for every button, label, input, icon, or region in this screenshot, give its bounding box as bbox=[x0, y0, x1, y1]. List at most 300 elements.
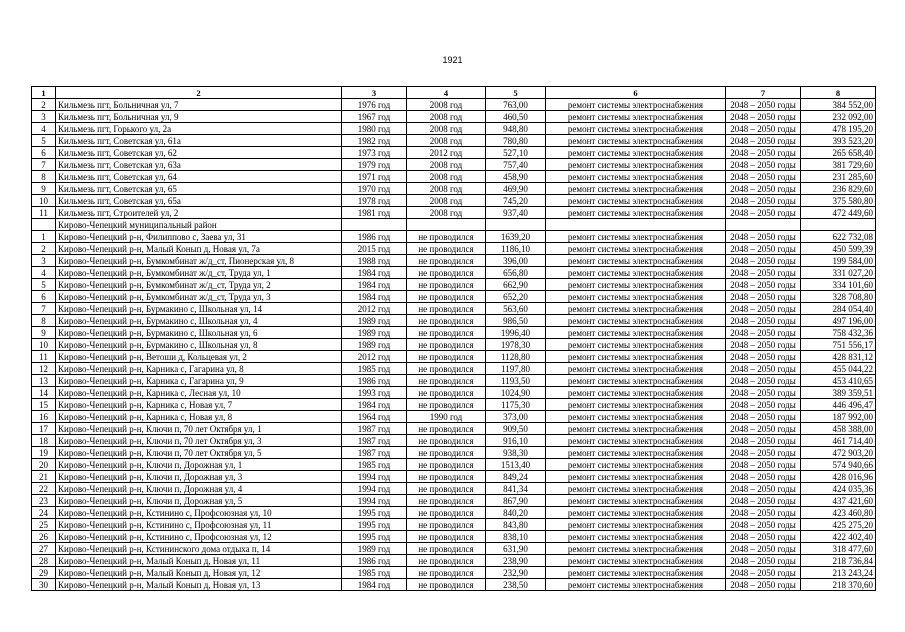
area-cell: 938,30 bbox=[486, 447, 546, 459]
cost-cell: 437 421,60 bbox=[801, 495, 876, 507]
construction-year-cell: 1989 год bbox=[342, 543, 407, 555]
last-repair-year-cell: не проводился bbox=[407, 243, 486, 255]
work-type-cell: ремонт системы электроснабжения bbox=[546, 195, 726, 207]
area-cell: 867,90 bbox=[486, 495, 546, 507]
cost-cell: 284 054,40 bbox=[801, 303, 876, 315]
last-repair-year-cell: не проводился bbox=[407, 279, 486, 291]
cost-cell: 187 992,00 bbox=[801, 411, 876, 423]
construction-year-cell: 1984 год bbox=[342, 399, 407, 411]
last-repair-year-cell: не проводился bbox=[407, 483, 486, 495]
work-type-cell: ремонт системы электроснабжения bbox=[546, 459, 726, 471]
cost-cell: 622 732,08 bbox=[801, 231, 876, 243]
column-number: 5 bbox=[486, 87, 546, 99]
row-number-cell: 4 bbox=[32, 267, 56, 279]
work-type-cell: ремонт системы электроснабжения bbox=[546, 507, 726, 519]
construction-year-cell: 1971 год bbox=[342, 171, 407, 183]
construction-year-cell: 1986 год bbox=[342, 231, 407, 243]
address-cell: Кирово-Чепецкий р-н, Ключи п, 70 лет Октября ул, 5 bbox=[56, 447, 342, 459]
table-row bbox=[32, 387, 876, 399]
row-number-cell: 1 bbox=[32, 231, 56, 243]
table-row bbox=[32, 255, 876, 267]
repair-period-cell: 2048 – 2050 годы bbox=[726, 99, 801, 111]
address-cell: Кирово-Чепецкий р-н, Кстинино с, Профсоюзная ул, 12 bbox=[56, 531, 342, 543]
repair-period-cell: 2048 – 2050 годы bbox=[726, 507, 801, 519]
repair-period-cell: 2048 – 2050 годы bbox=[726, 279, 801, 291]
table-row bbox=[32, 423, 876, 435]
work-type-cell: ремонт системы электроснабжения bbox=[546, 267, 726, 279]
repair-period-cell: 2048 – 2050 годы bbox=[726, 531, 801, 543]
construction-year-cell: 1989 год bbox=[342, 315, 407, 327]
construction-year-cell: 1984 год bbox=[342, 579, 407, 591]
last-repair-year-cell: не проводился bbox=[407, 267, 486, 279]
area-cell: 763,00 bbox=[486, 99, 546, 111]
construction-year-cell: 1979 год bbox=[342, 159, 407, 171]
table-row bbox=[32, 399, 876, 411]
repair-period-cell: 2048 – 2050 годы bbox=[726, 471, 801, 483]
table-row bbox=[32, 555, 876, 567]
table-row bbox=[32, 471, 876, 483]
work-type-cell: ремонт системы электроснабжения bbox=[546, 423, 726, 435]
address-cell: Кильмезь пгт, Больничная ул, 7 bbox=[56, 99, 342, 111]
area-cell: 1639,20 bbox=[486, 231, 546, 243]
row-number-cell: 8 bbox=[32, 315, 56, 327]
address-cell: Кирово-Чепецкий р-н, Бурмакино с, Школьная ул, 4 bbox=[56, 315, 342, 327]
table-row bbox=[32, 507, 876, 519]
work-type-cell: ремонт системы электроснабжения bbox=[546, 435, 726, 447]
repair-period-cell: 2048 – 2050 годы bbox=[726, 339, 801, 351]
cost-cell: 213 243,24 bbox=[801, 567, 876, 579]
last-repair-year-cell: 2008 год bbox=[407, 135, 486, 147]
construction-year-cell: 1995 год bbox=[342, 519, 407, 531]
last-repair-year-cell: 2008 год bbox=[407, 159, 486, 171]
repair-period-cell: 2048 – 2050 годы bbox=[726, 267, 801, 279]
cost-cell: 375 580,80 bbox=[801, 195, 876, 207]
section-title: Кирово-Чепецкий муниципальный район bbox=[56, 219, 342, 231]
construction-year-cell: 2012 год bbox=[342, 351, 407, 363]
address-cell: Кирово-Чепецкий р-н, Карника с, Гагарина ул, 8 bbox=[56, 363, 342, 375]
address-cell: Кирово-Чепецкий р-н, Карника с, Новая ул, 8 bbox=[56, 411, 342, 423]
table-row bbox=[32, 231, 876, 243]
cost-cell: 751 556,17 bbox=[801, 339, 876, 351]
repair-period-cell: 2048 – 2050 годы bbox=[726, 207, 801, 219]
row-number-cell: 16 bbox=[32, 411, 56, 423]
last-repair-year-cell: не проводился bbox=[407, 519, 486, 531]
area-cell: 652,20 bbox=[486, 291, 546, 303]
row-number-cell: 26 bbox=[32, 531, 56, 543]
work-type-cell: ремонт системы электроснабжения bbox=[546, 567, 726, 579]
cost-cell: 393 523,20 bbox=[801, 135, 876, 147]
construction-year-cell: 1984 год bbox=[342, 279, 407, 291]
work-type-cell: ремонт системы электроснабжения bbox=[546, 543, 726, 555]
cost-cell: 450 599,39 bbox=[801, 243, 876, 255]
row-number-cell: 2 bbox=[32, 99, 56, 111]
construction-year-cell: 1973 год bbox=[342, 147, 407, 159]
cost-cell: 381 729,60 bbox=[801, 159, 876, 171]
last-repair-year-cell: не проводился bbox=[407, 555, 486, 567]
repair-period-cell: 2048 – 2050 годы bbox=[726, 159, 801, 171]
work-type-cell: ремонт системы электроснабжения bbox=[546, 495, 726, 507]
column-number-row bbox=[32, 87, 876, 99]
address-cell: Кирово-Чепецкий р-н, Бурмакино с, Школьная ул, 8 bbox=[56, 339, 342, 351]
last-repair-year-cell: не проводился bbox=[407, 387, 486, 399]
cost-cell: 218 736,84 bbox=[801, 555, 876, 567]
construction-year-cell: 1978 год bbox=[342, 195, 407, 207]
construction-year-cell: 1984 год bbox=[342, 267, 407, 279]
row-number-cell: 7 bbox=[32, 159, 56, 171]
row-number-cell: 13 bbox=[32, 375, 56, 387]
work-type-cell: ремонт системы электроснабжения bbox=[546, 111, 726, 123]
section-row bbox=[32, 219, 876, 231]
address-cell: Кирово-Чепецкий р-н, Малый Конып д, Новая ул, 11 bbox=[56, 555, 342, 567]
table-row bbox=[32, 243, 876, 255]
repair-period-cell: 2048 – 2050 годы bbox=[726, 459, 801, 471]
row-number-cell: 10 bbox=[32, 339, 56, 351]
table-row bbox=[32, 363, 876, 375]
work-type-cell: ремонт системы электроснабжения bbox=[546, 207, 726, 219]
construction-year-cell: 1989 год bbox=[342, 327, 407, 339]
area-cell: 757,40 bbox=[486, 159, 546, 171]
work-type-cell: ремонт системы электроснабжения bbox=[546, 351, 726, 363]
area-cell: 238,90 bbox=[486, 555, 546, 567]
cost-cell: 446 496,47 bbox=[801, 399, 876, 411]
repair-period-cell: 2048 – 2050 годы bbox=[726, 123, 801, 135]
last-repair-year-cell: не проводился bbox=[407, 327, 486, 339]
area-cell: 238,50 bbox=[486, 579, 546, 591]
row-number-cell: 11 bbox=[32, 207, 56, 219]
repair-period-cell: 2048 – 2050 годы bbox=[726, 483, 801, 495]
last-repair-year-cell: не проводился bbox=[407, 447, 486, 459]
row-number-cell: 3 bbox=[32, 255, 56, 267]
table-row bbox=[32, 411, 876, 423]
row-number-cell: 30 bbox=[32, 579, 56, 591]
row-number-cell: 5 bbox=[32, 135, 56, 147]
construction-year-cell: 1987 год bbox=[342, 435, 407, 447]
area-cell: 1978,30 bbox=[486, 339, 546, 351]
area-cell: 458,90 bbox=[486, 171, 546, 183]
area-cell: 232,90 bbox=[486, 567, 546, 579]
area-cell: 780,80 bbox=[486, 135, 546, 147]
last-repair-year-cell: не проводился bbox=[407, 567, 486, 579]
work-type-cell: ремонт системы электроснабжения bbox=[546, 99, 726, 111]
column-number: 1 bbox=[32, 87, 56, 99]
address-cell: Кирово-Чепецкий р-н, Бумкомбинат ж/д_ст, Пионерская ул, 8 bbox=[56, 255, 342, 267]
address-cell: Кильмезь пгт, Горького ул, 2а bbox=[56, 123, 342, 135]
repair-period-cell: 2048 – 2050 годы bbox=[726, 147, 801, 159]
cost-cell: 472 449,60 bbox=[801, 207, 876, 219]
work-type-cell: ремонт системы электроснабжения bbox=[546, 399, 726, 411]
column-number: 7 bbox=[726, 87, 801, 99]
row-number-cell: 10 bbox=[32, 195, 56, 207]
work-type-cell: ремонт системы электроснабжения bbox=[546, 471, 726, 483]
construction-year-cell: 1985 год bbox=[342, 459, 407, 471]
cost-cell: 423 460,80 bbox=[801, 507, 876, 519]
work-type-cell: ремонт системы электроснабжения bbox=[546, 243, 726, 255]
last-repair-year-cell: не проводился bbox=[407, 351, 486, 363]
area-cell: 460,50 bbox=[486, 111, 546, 123]
construction-year-cell: 1994 год bbox=[342, 495, 407, 507]
row-number-cell: 6 bbox=[32, 291, 56, 303]
last-repair-year-cell: не проводился bbox=[407, 579, 486, 591]
address-cell: Кильмезь пгт, Больничная ул, 9 bbox=[56, 111, 342, 123]
cost-cell: 236 829,60 bbox=[801, 183, 876, 195]
address-cell: Кирово-Чепецкий р-н, Бумкомбинат ж/д_ст, Труда ул, 2 bbox=[56, 279, 342, 291]
work-type-cell: ремонт системы электроснабжения bbox=[546, 555, 726, 567]
construction-year-cell: 1994 год bbox=[342, 483, 407, 495]
address-cell: Кирово-Чепецкий р-н, Кстинино с, Профсоюзная ул, 10 bbox=[56, 507, 342, 519]
last-repair-year-cell: не проводился bbox=[407, 231, 486, 243]
repair-period-cell: 2048 – 2050 годы bbox=[726, 291, 801, 303]
construction-year-cell: 1986 год bbox=[342, 555, 407, 567]
table-row bbox=[32, 339, 876, 351]
repair-period-cell: 2048 – 2050 годы bbox=[726, 111, 801, 123]
construction-year-cell: 1976 год bbox=[342, 99, 407, 111]
last-repair-year-cell: не проводился bbox=[407, 495, 486, 507]
construction-year-cell: 2012 год bbox=[342, 303, 407, 315]
cost-cell: 218 370,60 bbox=[801, 579, 876, 591]
row-number-cell: 2 bbox=[32, 243, 56, 255]
area-cell: 1175,30 bbox=[486, 399, 546, 411]
last-repair-year-cell: 2008 год bbox=[407, 123, 486, 135]
row-number-cell: 18 bbox=[32, 435, 56, 447]
table-row bbox=[32, 303, 876, 315]
last-repair-year-cell: 2008 год bbox=[407, 207, 486, 219]
area-cell: 1193,50 bbox=[486, 375, 546, 387]
work-type-cell: ремонт системы электроснабжения bbox=[546, 447, 726, 459]
repair-period-cell: 2048 – 2050 годы bbox=[726, 567, 801, 579]
cost-cell: 428 831,12 bbox=[801, 351, 876, 363]
cost-cell: 331 027,20 bbox=[801, 267, 876, 279]
address-cell: Кирово-Чепецкий р-н, Карника с, Новая ул, 7 bbox=[56, 399, 342, 411]
work-type-cell: ремонт системы электроснабжения bbox=[546, 339, 726, 351]
address-cell: Кильмезь пгт, Советская ул, 62 bbox=[56, 147, 342, 159]
construction-year-cell: 1986 год bbox=[342, 375, 407, 387]
cost-cell: 231 285,60 bbox=[801, 171, 876, 183]
work-type-cell: ремонт системы электроснабжения bbox=[546, 411, 726, 423]
construction-year-cell: 1984 год bbox=[342, 291, 407, 303]
cost-cell: 455 044,22 bbox=[801, 363, 876, 375]
construction-year-cell: 1982 год bbox=[342, 135, 407, 147]
area-cell: 1186,10 bbox=[486, 243, 546, 255]
cost-cell: 232 092,00 bbox=[801, 111, 876, 123]
table-row bbox=[32, 183, 876, 195]
repair-period-cell: 2048 – 2050 годы bbox=[726, 327, 801, 339]
cost-cell: 334 101,60 bbox=[801, 279, 876, 291]
repair-period-cell: 2048 – 2050 годы bbox=[726, 231, 801, 243]
last-repair-year-cell: не проводился bbox=[407, 435, 486, 447]
last-repair-year-cell: не проводился bbox=[407, 399, 486, 411]
construction-year-cell: 1980 год bbox=[342, 123, 407, 135]
area-cell: 841,34 bbox=[486, 483, 546, 495]
construction-year-cell: 1964 год bbox=[342, 411, 407, 423]
address-cell: Кильмезь пгт, Советская ул, 61а bbox=[56, 135, 342, 147]
row-number-cell: 22 bbox=[32, 483, 56, 495]
row-number-cell: 5 bbox=[32, 279, 56, 291]
row-number-cell: 15 bbox=[32, 399, 56, 411]
table-row bbox=[32, 327, 876, 339]
construction-year-cell: 2015 год bbox=[342, 243, 407, 255]
table-row bbox=[32, 435, 876, 447]
repair-period-cell: 2048 – 2050 годы bbox=[726, 195, 801, 207]
last-repair-year-cell: не проводился bbox=[407, 291, 486, 303]
area-cell: 469,90 bbox=[486, 183, 546, 195]
area-cell: 662,90 bbox=[486, 279, 546, 291]
address-cell: Кирово-Чепецкий р-н, Бурмакино с, Школьная ул, 6 bbox=[56, 327, 342, 339]
area-cell: 563,60 bbox=[486, 303, 546, 315]
cost-cell: 384 552,00 bbox=[801, 99, 876, 111]
work-type-cell: ремонт системы электроснабжения bbox=[546, 315, 726, 327]
construction-year-cell: 1994 год bbox=[342, 471, 407, 483]
row-number-cell: 27 bbox=[32, 543, 56, 555]
area-cell: 1513,40 bbox=[486, 459, 546, 471]
repair-period-cell: 2048 – 2050 годы bbox=[726, 243, 801, 255]
address-cell: Кирово-Чепецкий р-н, Ключи п, 70 лет Октября ул, 3 bbox=[56, 435, 342, 447]
last-repair-year-cell: не проводился bbox=[407, 363, 486, 375]
area-cell: 1197,80 bbox=[486, 363, 546, 375]
repair-period-cell: 2048 – 2050 годы bbox=[726, 315, 801, 327]
area-cell: 1996,40 bbox=[486, 327, 546, 339]
table-row bbox=[32, 159, 876, 171]
empty-cell bbox=[486, 219, 546, 231]
row-number-cell: 17 bbox=[32, 423, 56, 435]
table-row bbox=[32, 195, 876, 207]
table-row bbox=[32, 279, 876, 291]
construction-year-cell: 1985 год bbox=[342, 363, 407, 375]
table-row bbox=[32, 579, 876, 591]
last-repair-year-cell: 1990 год bbox=[407, 411, 486, 423]
last-repair-year-cell: 2008 год bbox=[407, 171, 486, 183]
cost-cell: 199 584,00 bbox=[801, 255, 876, 267]
repair-period-cell: 2048 – 2050 годы bbox=[726, 255, 801, 267]
address-cell: Кильмезь пгт, Советская ул, 63а bbox=[56, 159, 342, 171]
page-number: 1921 bbox=[442, 55, 463, 65]
table-row bbox=[32, 519, 876, 531]
repair-period-cell: 2048 – 2050 годы bbox=[726, 351, 801, 363]
row-number-cell: 19 bbox=[32, 447, 56, 459]
area-cell: 631,90 bbox=[486, 543, 546, 555]
row-number-cell: 14 bbox=[32, 387, 56, 399]
row-number-cell: 6 bbox=[32, 147, 56, 159]
construction-year-cell: 1970 год bbox=[342, 183, 407, 195]
work-type-cell: ремонт системы электроснабжения bbox=[546, 375, 726, 387]
repair-period-cell: 2048 – 2050 годы bbox=[726, 375, 801, 387]
empty-cell bbox=[342, 219, 407, 231]
cost-cell: 478 195,20 bbox=[801, 123, 876, 135]
address-cell: Кирово-Чепецкий р-н, Ключи п, Дорожная ул, 1 bbox=[56, 459, 342, 471]
cost-cell: 453 410,65 bbox=[801, 375, 876, 387]
construction-year-cell: 1987 год bbox=[342, 423, 407, 435]
table-row bbox=[32, 99, 876, 111]
work-type-cell: ремонт системы электроснабжения bbox=[546, 183, 726, 195]
work-type-cell: ремонт системы электроснабжения bbox=[546, 255, 726, 267]
address-cell: Кильмезь пгт, Советская ул, 64 bbox=[56, 171, 342, 183]
last-repair-year-cell: 2008 год bbox=[407, 99, 486, 111]
last-repair-year-cell: не проводился bbox=[407, 339, 486, 351]
area-cell: 986,50 bbox=[486, 315, 546, 327]
cost-cell: 758 432,36 bbox=[801, 327, 876, 339]
address-cell: Кирово-Чепецкий р-н, Ключи п, Дорожная ул, 5 bbox=[56, 495, 342, 507]
construction-year-cell: 1981 год bbox=[342, 207, 407, 219]
table-row bbox=[32, 483, 876, 495]
table-row bbox=[32, 447, 876, 459]
cost-cell: 389 359,51 bbox=[801, 387, 876, 399]
column-number: 6 bbox=[546, 87, 726, 99]
cost-cell: 425 275,20 bbox=[801, 519, 876, 531]
address-cell: Кирово-Чепецкий р-н, Ключи п, Дорожная ул, 3 bbox=[56, 471, 342, 483]
cost-cell: 428 016,96 bbox=[801, 471, 876, 483]
row-number-cell: 9 bbox=[32, 327, 56, 339]
address-cell: Кирово-Чепецкий р-н, Бурмакино с, Школьная ул, 14 bbox=[56, 303, 342, 315]
row-number-cell: 28 bbox=[32, 555, 56, 567]
construction-year-cell: 1967 год bbox=[342, 111, 407, 123]
area-cell: 849,24 bbox=[486, 471, 546, 483]
table-row bbox=[32, 567, 876, 579]
work-type-cell: ремонт системы электроснабжения bbox=[546, 159, 726, 171]
work-type-cell: ремонт системы электроснабжения bbox=[546, 531, 726, 543]
table-row bbox=[32, 375, 876, 387]
area-cell: 838,10 bbox=[486, 531, 546, 543]
address-cell: Кирово-Чепецкий р-н, Малый Конып д, Новая ул, 13 bbox=[56, 579, 342, 591]
empty-cell bbox=[32, 219, 56, 231]
table-row bbox=[32, 123, 876, 135]
area-cell: 840,20 bbox=[486, 507, 546, 519]
repair-period-cell: 2048 – 2050 годы bbox=[726, 543, 801, 555]
address-cell: Кирово-Чепецкий р-н, Ключи п, 70 лет Октября ул, 1 bbox=[56, 423, 342, 435]
repair-period-cell: 2048 – 2050 годы bbox=[726, 411, 801, 423]
area-cell: 527,10 bbox=[486, 147, 546, 159]
area-cell: 373,00 bbox=[486, 411, 546, 423]
address-cell: Кирово-Чепецкий р-н, Ветоши д, Кольцевая ул, 2 bbox=[56, 351, 342, 363]
row-number-cell: 29 bbox=[32, 567, 56, 579]
cost-cell: 318 477,60 bbox=[801, 543, 876, 555]
table-row bbox=[32, 147, 876, 159]
table-row bbox=[32, 459, 876, 471]
column-number: 8 bbox=[801, 87, 876, 99]
area-cell: 1024,90 bbox=[486, 387, 546, 399]
last-repair-year-cell: не проводился bbox=[407, 303, 486, 315]
table-row bbox=[32, 543, 876, 555]
column-number: 2 bbox=[56, 87, 342, 99]
construction-year-cell: 1985 год bbox=[342, 567, 407, 579]
construction-year-cell: 1988 год bbox=[342, 255, 407, 267]
address-cell: Кирово-Чепецкий р-н, Бумкомбинат ж/д_ст, Труда ул, 3 bbox=[56, 291, 342, 303]
area-cell: 745,20 bbox=[486, 195, 546, 207]
housing-repair-table bbox=[31, 86, 876, 591]
work-type-cell: ремонт системы электроснабжения bbox=[546, 519, 726, 531]
last-repair-year-cell: не проводился bbox=[407, 315, 486, 327]
work-type-cell: ремонт системы электроснабжения bbox=[546, 147, 726, 159]
repair-period-cell: 2048 – 2050 годы bbox=[726, 555, 801, 567]
construction-year-cell: 1995 год bbox=[342, 507, 407, 519]
cost-cell: 422 402,40 bbox=[801, 531, 876, 543]
last-repair-year-cell: 2008 год bbox=[407, 195, 486, 207]
table-row bbox=[32, 171, 876, 183]
table-row bbox=[32, 267, 876, 279]
repair-period-cell: 2048 – 2050 годы bbox=[726, 495, 801, 507]
row-number-cell: 3 bbox=[32, 111, 56, 123]
table-row bbox=[32, 291, 876, 303]
repair-period-cell: 2048 – 2050 годы bbox=[726, 135, 801, 147]
repair-period-cell: 2048 – 2050 годы bbox=[726, 579, 801, 591]
area-cell: 1128,80 bbox=[486, 351, 546, 363]
cost-cell: 328 708,80 bbox=[801, 291, 876, 303]
repair-period-cell: 2048 – 2050 годы bbox=[726, 519, 801, 531]
area-cell: 656,80 bbox=[486, 267, 546, 279]
row-number-cell: 21 bbox=[32, 471, 56, 483]
repair-period-cell: 2048 – 2050 годы bbox=[726, 423, 801, 435]
cost-cell: 265 658,40 bbox=[801, 147, 876, 159]
last-repair-year-cell: не проводился bbox=[407, 507, 486, 519]
table-row bbox=[32, 495, 876, 507]
